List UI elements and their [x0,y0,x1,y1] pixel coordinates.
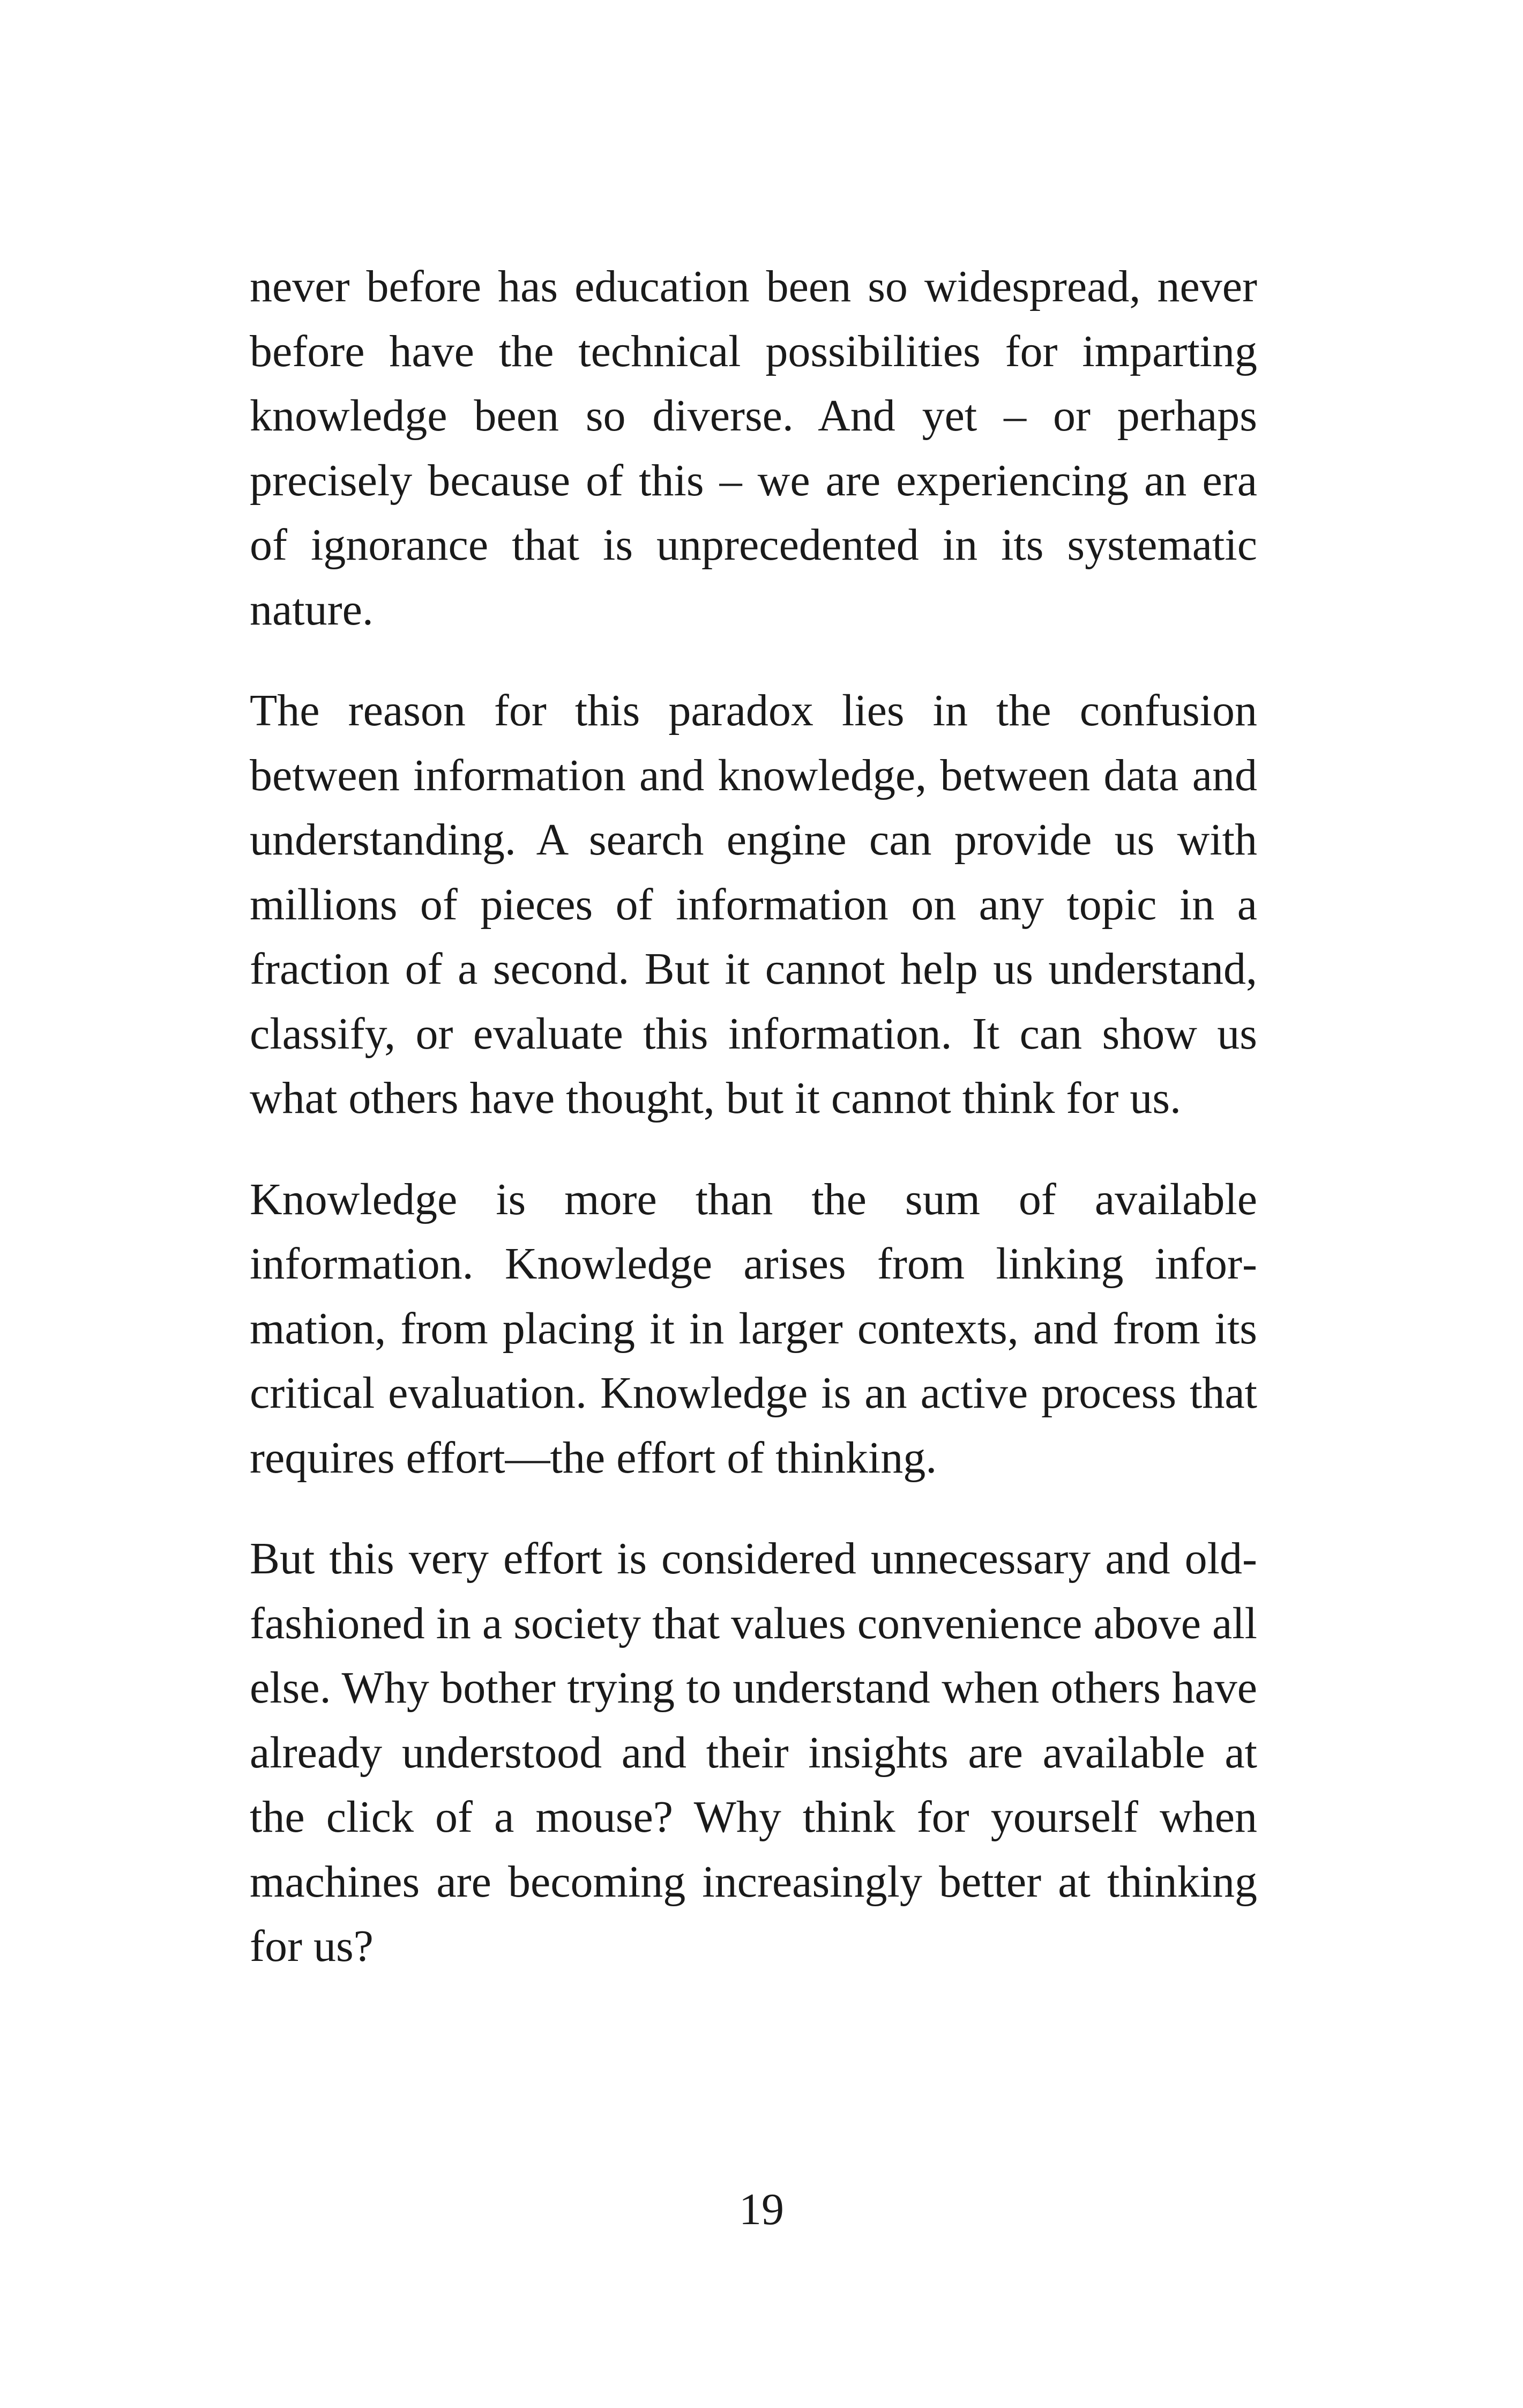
paragraph-3: Knowledge is more than the sum of available information. Knowledge arises from linking information, from placing it in larger contexts, and from its critical evaluation. Knowledge is an active process that requires effort—the effort of thinking. [250,1174,1257,1483]
body-text [250,255,1257,2016]
paragraph-2: The reason for this paradox lies in the confusion between information and knowledge, between data and understanding. A search engine can provide us with millions of pieces of information on any topic in a fraction of a second. But it cannot help us understand, classify, or evaluate this information. It can show us what others have thought, but it cannot think for us. [250,686,1257,1123]
page-number: 19 [739,2184,784,2234]
paragraph-1: never before has education been so widespread, never before have the technical possibilities for imparting knowledge been so diverse. And yet – or perhaps precisely because of this – we are experiencing an era of ignorance that is unprecedented in its systematic nature. [250,262,1257,635]
paragraph-4: But this very effort is considered unnecessary and old-fashioned in a society that values convenience above all else. Why bother trying to understand when others have already understood and their insights are available at the click of a mouse? Why think for yourself when machines are becoming increasingly better at thinking for us? [250,1534,1257,1971]
